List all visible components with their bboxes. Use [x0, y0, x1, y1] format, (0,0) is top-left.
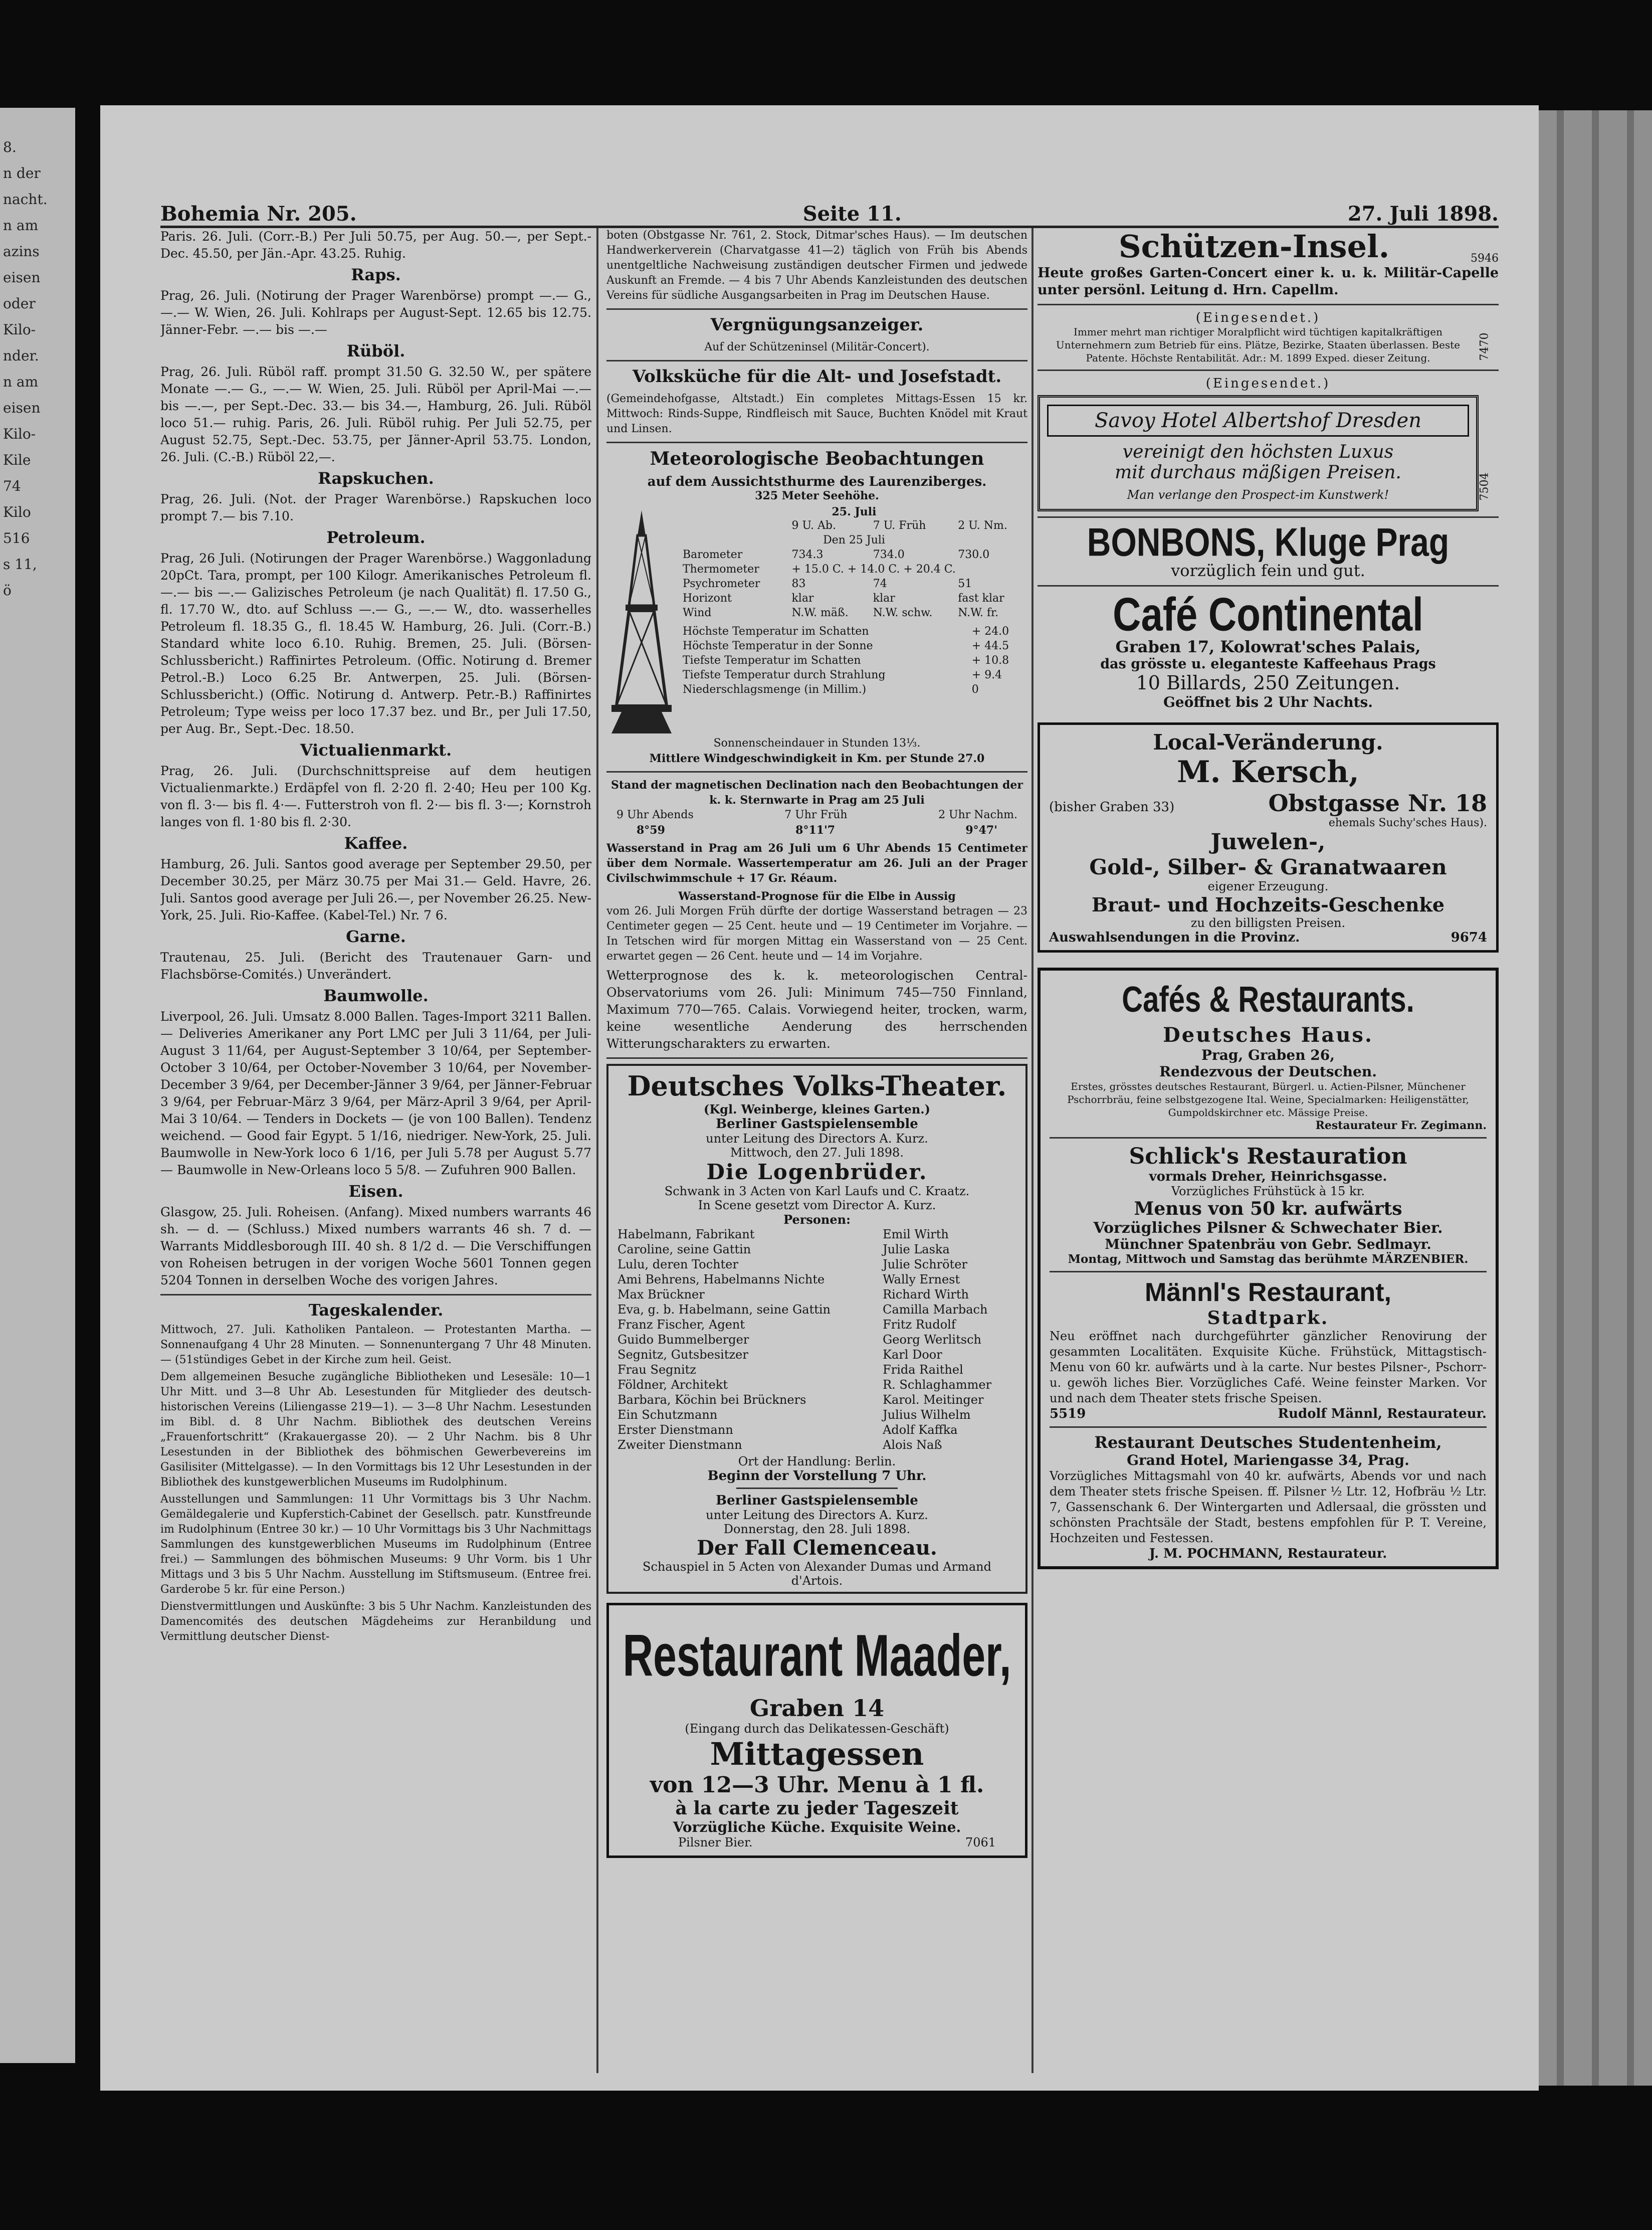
savoy-line: mit durchaus mäßigen Preisen. — [1115, 462, 1401, 483]
market-category: Eisen. — [348, 1182, 403, 1201]
play-location: Ort der Handlung: Berlin. — [738, 1454, 896, 1468]
newspaper-page — [100, 105, 1539, 2091]
meteo-cell: N.W. mäß. — [791, 607, 849, 619]
maader-address: Graben 14 — [749, 1695, 885, 1722]
cast-row — [615, 1287, 1018, 1302]
declination-text: Stand der magnetischen Declination nach den Beobachtungen der k. k. Sternwarte in Prag am 25 Juli — [611, 779, 1023, 807]
continental-address: Graben 17, Kolowrat'sches Palais, — [1115, 637, 1421, 656]
cast-row — [615, 1257, 1018, 1272]
cast-role: Földner, Architekt — [617, 1378, 728, 1392]
market-report: Prag, 26. Juli. (Notirung der Prager Warenbörse) prompt —.— G., —.— W. Wien, 26. Juli. Kohlraps per August-Sept. 12.65 bis 12.75. Jänner-Febr. —.— bis —.— — [160, 288, 591, 337]
cast-actor: Karl Door — [883, 1348, 942, 1362]
cast-row — [615, 1242, 1018, 1257]
column-markets — [160, 228, 591, 2083]
adjacent-text-fragment: Kilo — [3, 504, 31, 520]
adjacent-text-fragment: Kilo- — [3, 426, 36, 442]
cast-actor: Emil Wirth — [883, 1227, 949, 1241]
market-category: Garne. — [346, 927, 406, 946]
extreme-label: Tiefste Temperatur im Schatten — [683, 654, 861, 667]
extreme-value: + 44.5 — [971, 640, 1009, 652]
tower-illustration — [606, 505, 677, 736]
cast-role: Ein Schutzmann — [617, 1408, 718, 1422]
eingesendet-ad — [1038, 310, 1499, 364]
meteo-cell: 83 — [791, 578, 806, 590]
cast-role: Segnitz, Gutsbesitzer — [617, 1348, 748, 1362]
market-report: Prag, 26. Juli. (Not. der Prager Warenbörse.) Rapskuchen loco prompt 7.— bis 7.10. — [160, 492, 591, 523]
column-advertisements — [1038, 228, 1499, 2083]
cast-actor: Julie Schröter — [883, 1257, 967, 1271]
adjacent-text-fragment: Kilo- — [3, 321, 36, 338]
cast-list — [615, 1227, 1018, 1452]
kersch-new-address: Obstgasse Nr. 18 — [1268, 790, 1487, 817]
maader-beer: Pilsner Bier. — [678, 1835, 753, 1849]
declination-values — [606, 823, 1027, 838]
kalender-entry: Ausstellungen und Sammlungen: 11 Uhr Vormittags bis 3 Uhr Nachm. Gemäldegalerie und Kupferstich-Cabinet der Gesellsch. patr. Kunstfreunde im Rudolphinum (Entree 30 kr.) — 10 Uhr Vormittags bis 3 Uhr Nachmittags Sammlungen des kunstgewerblichen Museums im Rudolphinum (Entree frei.) — Sammlungen des böhmischen Museums: 9 Uhr Vorm. bis 1 Uhr Mittags und 3 bis 5 Uhr Nachm. Ausstellung im Stiftsmuseum. (Entree frei. Garderobe 5 kr. für eine Person.) — [160, 1493, 591, 1596]
cast-row — [615, 1347, 1018, 1362]
meteo-title: Meteorologische Beobachtungen — [650, 448, 984, 469]
maader-time: von 12—3 Uhr. Menu à 1 fl. — [650, 1772, 984, 1798]
decl-col: 7 Uhr Früh — [784, 809, 848, 821]
schlick-title: Schlick's Restauration — [1129, 1144, 1407, 1169]
adjacent-text-fragment: eisen — [3, 400, 41, 416]
kersch-title: Local-Veränderung. — [1153, 730, 1383, 755]
cast-actor: Julius Wilhelm — [883, 1408, 971, 1422]
maader-number: 7061 — [965, 1835, 996, 1849]
cast-role: Ami Behrens, Habelmanns Nichte — [617, 1272, 825, 1286]
wetter-text: Wetterprognose des k. k. meteorologischen Central-Observatoriums vom 26. Juli: Minimum 745—750 Finnland, Maximum 770—765. Calais. Vorwiegend heiter, trocken, warm, keine wesentliche Aenderung des herrschenden Witterungscharakters zu erwarten. — [606, 968, 1027, 1051]
extreme-label: Höchste Temperatur im Schatten — [683, 625, 869, 638]
kalender-list — [160, 1323, 591, 1644]
cast-actor: R. Schlaghammer — [883, 1378, 992, 1392]
adjacent-text-fragment: Kile — [3, 452, 31, 468]
decl-col: 9 Uhr Abends — [616, 809, 694, 821]
continental-line: 10 Billards, 250 Zeitungen. — [1136, 672, 1400, 694]
cast-actor: Richard Wirth — [883, 1287, 969, 1302]
play-title: Der Fall Clemenceau. — [697, 1536, 937, 1560]
header-date: 27. Juli 1898. — [1347, 202, 1499, 226]
decl-value: 9°47' — [965, 824, 997, 837]
cast-role: Caroline, seine Gattin — [617, 1242, 751, 1256]
adjacent-text-fragment: s 11, — [3, 556, 37, 573]
maennl-text: Neu eröffnet nach durchgeführter gänzlicher Renovirung der gesammten Localitäten. Exquisite Küche. Frühstück, Mittagstisch-Menu von 60 kr. aufwärts und à la carte. Nur bestes Pilsner-, Pschorr- u. gewöh liches Bier. Vorzügliches Café. Weine feinster Marken. Vor und nach dem Theater stets frische Speisen. — [1050, 1329, 1487, 1405]
maader-kitchen: Vorzügliche Küche. Exquisite Weine. — [673, 1819, 961, 1835]
continental-line: Geöffnet bis 2 Uhr Nachts. — [1163, 694, 1373, 710]
cast-row — [615, 1317, 1018, 1332]
cast-role: Franz Fischer, Agent — [617, 1318, 745, 1332]
maader-entry: (Eingang durch das Delikatessen-Geschäft) — [685, 1722, 949, 1736]
cast-role: Barbara, Köchin bei Brückners — [617, 1393, 806, 1407]
schlick-line: Vorzügliches Frühstück à 15 kr. — [1171, 1184, 1365, 1198]
adjacent-text-fragment: n am — [3, 217, 39, 234]
kersch-ad — [1038, 722, 1499, 953]
studentenheim-address: Grand Hotel, Mariengasse 34, Prag. — [1127, 1452, 1409, 1468]
adjacent-text-fragment: 74 — [3, 478, 21, 494]
adjacent-text-fragment: nacht. — [3, 191, 48, 208]
meteo-cell: klar — [791, 592, 814, 605]
market-category: Victualienmarkt. — [300, 740, 452, 760]
continental-line: das grösste u. eleganteste Kaffeehaus Prags — [1100, 656, 1436, 672]
schuetzen-title: Schützen-Insel. — [1118, 228, 1390, 265]
market-category: Petroleum. — [326, 528, 426, 547]
savoy-line: vereinigt den höchsten Luxus — [1122, 442, 1394, 462]
meteo-date: 25. Juli — [832, 505, 877, 518]
theater-ad — [606, 1064, 1027, 1594]
cast-role: Guido Bummelberger — [617, 1333, 749, 1347]
meteo-cell: 730.0 — [958, 548, 990, 561]
declination-headers — [606, 808, 1027, 823]
schlick-line: Münchner Spatenbräu von Gebr. Sedlmayr. — [1105, 1237, 1431, 1252]
meteo-cell: 734.3 — [791, 548, 823, 561]
kalender-entry: Mittwoch, 27. Juli. Katholiken Pantaleon. — Protestanten Martha. — Sonnenaufgang 4 Uhr 28 Minuten. — Sonnenuntergang 7 Uhr 48 Minuten. — (51stündiges Gebet in der Kirche zum heil. Geist. — [160, 1324, 591, 1366]
adjacent-text-fragment: eisen — [3, 269, 41, 286]
meteo-row-label: Psychrometer — [683, 578, 760, 590]
meteo-cell: N.W. schw. — [873, 607, 933, 619]
maennl-owner: Rudolf Männl, Restaurateur. — [1278, 1406, 1487, 1421]
eingesendet-heading: (Eingesendet.) — [1195, 310, 1321, 325]
schuetzen-text: Heute großes Garten-Concert einer k. u. k. Militär-Capelle unter persönl. Leitung d. Hrn. Capellm. — [1038, 265, 1499, 298]
market-report: Prag, 26 Juli. (Notirungen der Prager Warenbörse.) Waggonladung 20pCt. Tara, prompt, per 100 Kilogr. Amerikanisches Petroleum fl. —.— bis —.— Galizisches Petroleum (je nach Qualität) fl. 17.50 G., fl. 17.70 W., dto. auf Schluss —.— G., —.— W., dto. wasserhelles Petroleum fl. 18.35 G., fl. 18.45 W. Hamburg, 26. Juli. (Corr.-B.) Standard white loco 6.10. Ruhig. Bremen, 25. Juli. (Börsen-Schlussbericht.) Raffinirtes Petroleum. (Offic. Notirung d. Bremer Petrol.-B.) Loco 6.25 Br. Antwerpen, 25. Juli. (Börsen-Schlussbericht.) (Offic. Notirung d. Antwerp. Petr.-B.) Raffinirtes Petroleum; Type weiss per loco 17.37 bez. und Br., per Juli 17.50, per Aug. Br., Sept.-Dec. 18.50. — [160, 551, 591, 736]
adjacent-text-fragment: oder — [3, 295, 36, 312]
cafes-title: Cafés & Restaurants. — [1122, 979, 1414, 1020]
maader-ad — [606, 1603, 1027, 1858]
meteo-subtitle: auf dem Aussichtsthurme des Laurenziberges. — [647, 474, 987, 489]
meteo-height: 325 Meter Seehöhe. — [755, 489, 879, 502]
market-category: Raps. — [351, 265, 401, 284]
vergnuegung-title: Vergnügungsanzeiger. — [710, 315, 924, 335]
cast-role: Frau Segnitz — [617, 1363, 696, 1377]
cast-row — [615, 1302, 1018, 1317]
volkskueche-text: (Gemeindehofgasse, Altstadt.) Ein completes Mittags-Essen 15 kr. Mittwoch: Rinds-Suppe, Rindfleisch mit Sauce, Buchten Knödel mit Kraut und Linsen. — [606, 393, 1027, 435]
prognose-title: Wasserstand-Prognose für die Elbe in Aussig — [678, 890, 956, 903]
cast-row — [615, 1272, 1018, 1287]
maennl-subtitle: Stadtpark. — [1207, 1308, 1329, 1329]
meteo-cell: N.W. fr. — [958, 607, 999, 619]
adjacent-text-fragment: n am — [3, 374, 39, 390]
savoy-line: Man verlange den Prospect-im Kunstwerk! — [1127, 488, 1389, 502]
extreme-value: + 24.0 — [971, 625, 1009, 638]
extreme-label: Tiefste Temperatur durch Strahlung — [683, 669, 886, 681]
page-edges — [1537, 110, 1652, 2086]
cast-role: Eva, g. b. Habelmann, seine Gattin — [617, 1303, 831, 1317]
theater-leitung: unter Leitung des Directors A. Kurz. — [706, 1132, 928, 1146]
market-reports — [160, 228, 591, 1289]
deutsches-haus-subtitle: Rendezvous der Deutschen. — [1159, 1063, 1377, 1080]
market-report: Hamburg, 26. Juli. Santos good average per September 29.50, per December 30.25, per März 30.75 per Mai 31.— Geld. Havre, 26. Juli. Santos good average per Juli 26.—, per November 26.25. New-York, 25. Juli. Rio-Kaffee. (Kabel-Tel.) Nr. 7 6. — [160, 857, 591, 922]
persons-heading: Personen: — [783, 1212, 851, 1227]
eingesendet-text: Immer mehrt man richtiger Moralpflicht wird tüchtigen kapitalkräftigen Unternehmern zum Betrieb für eins. Plätze, Bezirke, Staaten überlassen. Beste Patente. Höchste Rentabilität. Adr.: M. 1899 Exped. dieser Zeitung. — [1056, 326, 1461, 364]
kersch-line: eigener Erzeugung. — [1207, 879, 1329, 893]
adjacent-text-fragment: nder. — [3, 347, 39, 364]
maader-lunch: Mittagessen — [710, 1736, 924, 1772]
adjacent-page-strip — [0, 108, 75, 2063]
continental-title: Café Continental — [1113, 588, 1423, 641]
meteo-col-header: 7 U. Früh — [873, 519, 926, 532]
meteo-cell: fast klar — [958, 592, 1004, 605]
adjacent-text-fragment: 8. — [3, 139, 17, 155]
decl-col: 2 Uhr Nachm. — [938, 809, 1017, 821]
cast-row — [615, 1422, 1018, 1437]
maennl-title: Männl's Restaurant, — [1144, 1278, 1392, 1307]
decl-value: 8°11'7 — [795, 824, 836, 837]
meteo-row-label: Thermometer — [683, 563, 759, 576]
wasserstand-text: Wasserstand in Prag am 26 Juli um 6 Uhr Abends 15 Centimeter über dem Normale. Wassertemperatur am 26. Juli an der Prager Civilschwimmschule + 17 Gr. Réaum. — [606, 842, 1027, 885]
adjacent-text-fragment: 516 — [3, 530, 30, 546]
kersch-line: Braut- und Hochzeits-Geschenke — [1091, 893, 1445, 916]
cast-row — [615, 1377, 1018, 1392]
cast-role: Lulu, deren Tochter — [617, 1257, 738, 1271]
theater-date: Mittwoch, den 27. Juli 1898. — [730, 1146, 904, 1160]
cast-actor: Fritz Rudolf — [883, 1318, 956, 1332]
theater-date: Donnerstag, den 28. Juli 1898. — [723, 1522, 911, 1536]
bonbons-ad — [1038, 519, 1499, 580]
cast-row — [615, 1227, 1018, 1242]
extreme-label: Niederschlagsmenge (in Millim.) — [683, 683, 867, 696]
kalender-entry: Dem allgemeinen Besuche zugängliche Bibliotheken und Lesesäle: 10—1 Uhr Mitt. und 3—8 Uhr Ab. Lesestunden für Mitglieder des deutsch-historischen Vereins (Liliengasse 219—1). — 3—8 Uhr Nachm. Lesestunden im Bibl. d. 8 Uhr Nachm. Bibliothek des deutschen Vereins „Frauenfortschritt“ (Krakauergasse 20). — 2 Uhr Nachm. bis 8 Uhr Lesestunden in der Bibliothek des böhmischen Gewerbevereins im Gasilisiter (Mittelgasse). — In den Vormittags bis 12 Uhr Lesestunden in der Bibliothek des kunstgewerblichen Museums im Rudolphinum. — [160, 1371, 591, 1489]
eingesendet-heading: (Eingesendet.) — [1205, 376, 1331, 391]
theater-ensemble: Berliner Gastspielensemble — [716, 1117, 918, 1132]
adjacent-text-fragment: ö — [3, 582, 12, 599]
market-report: Paris. 26. Juli. (Corr.-B.) Per Juli 50.75, per Aug. 50.—, per Sept.-Dec. 45.50, per Jän.-Apr. 43.25. Ruhig. — [160, 229, 591, 261]
cast-actor: Georg Werlitsch — [883, 1333, 981, 1347]
cast-role: Erster Dienstmann — [617, 1423, 733, 1437]
cast-row — [615, 1437, 1018, 1452]
kersch-new-address-sub: ehemals Suchy'sches Haus). — [1328, 817, 1487, 829]
volkskueche-title: Volksküche für die Alt- und Josefstadt. — [632, 366, 1002, 387]
adjacent-text-fragment: n der — [3, 165, 41, 181]
deutsches-haus-owner: Restaurateur Fr. Zegimann. — [1315, 1119, 1487, 1132]
market-report: Glasgow, 25. Juli. Roheisen. (Anfang). Mixed numbers warrants 46 sh. — d. — (Schluss.) Mixed numbers warrants 46 sh. 7 d. — Warrants Middlesborough III. 40 sh. 8 1/2 d. — Die Verschiffungen von Roheisen betrugen in der vorigen Woche 5601 Tonnen gegen 5204 Tonnen in derselben Woche des vorigen Jahres. — [160, 1205, 591, 1287]
market-report: Prag, 26. Juli. Rüböl raff. prompt 31.50 G. 32.50 W., per spätere Monate —.— G., —.— W. Wien, 25. Juli. Rüböl per April-Mai —.— bis —.—, per Sept.-Dec. 33.— bis 34.—, Hamburg, 26. Juli. Rüböl loco 51.— ruhig. Paris, 26. Juli. Rüböl ruhig. Per Juli 52.75, per August 52.75, Sept.-Dec. 53.75, per Jänner-April 53.75. London, 26. Juli. (C.-B.) Rüböl 22,—. — [160, 364, 591, 464]
cast-actor: Frida Raithel — [883, 1363, 963, 1377]
cast-role: Habelmann, Fabrikant — [617, 1227, 755, 1241]
savoy-number: 7504 — [1478, 472, 1491, 501]
studentenheim-text: Vorzügliches Mittagsmahl von 40 kr. aufwärts, Abends vor und nach dem Theater stets frische Speisen. ff. Pilsner ½ Ltr. 12, Hofbräu ½ Ltr. 7, Gassenschank 6. Der Wintergarten und Adlersaal, die grössten und schönsten Prachtsäle der Stadt, bestens empfohlen für P. T. Vereine, Hochzeiten und Festessen. — [1050, 1469, 1487, 1545]
kalender-entry: Dienstvermittlungen und Auskünfte: 3 bis 5 Uhr Nachm. Kanzleistunden des Damencomités des deutschen Mägdeheims zur Heranbildung und Vermittlung deutscher Dienst- — [160, 1600, 591, 1643]
eingesendet-number: 7470 — [1478, 332, 1491, 361]
savoy-name: Savoy Hotel Albertshof Dresden — [1047, 405, 1469, 437]
extreme-label: Höchste Temperatur in der Sonne — [683, 640, 873, 652]
column-notices — [606, 228, 1027, 2083]
header-page-number: Seite 11. — [802, 202, 902, 226]
market-category: Rüböl. — [346, 341, 405, 360]
maader-title: Restaurant Maader, — [623, 1622, 1011, 1689]
schuetzen-number: 5946 — [1471, 252, 1499, 265]
meteo-date2: Den 25 Juli — [823, 534, 885, 546]
kersch-number: 9674 — [1451, 930, 1487, 945]
extreme-value: 0 — [971, 683, 979, 696]
meteo-col-header: 9 U. Ab. — [791, 519, 836, 532]
decl-value: 8°59 — [637, 824, 665, 837]
meteo-block — [606, 505, 1027, 736]
deutsches-haus-title: Deutsches Haus. — [1163, 1023, 1373, 1047]
market-report: Prag, 26. Juli. (Durchschnittspreise auf dem heutigen Victualienmarkte.) Erdäpfel von fl. 2·20 fl. 2·40; Heu per 100 Kg. von fl. 3·— bis fl. 4·—. Futterstroh von fl. 2·— bis fl. 3·—; Kornstroh langes von fl. 1·80 bis fl. 2·30. — [160, 764, 591, 829]
kersch-line: Juwelen-, — [1210, 829, 1326, 855]
deutsches-haus-text: Erstes, grösstes deutsches Restaurant, Bürgerl. u. Actien-Pilsner, Münchener Pschorrbräu, feine selbstgezogene Ital. Weine, Specialmarken: Heiligenstätter, Gumpoldskirchner etc. Mässige Preise. — [1067, 1080, 1469, 1119]
meteo-cell: + 15.0 C. + 14.0 C. + 20.4 C. — [791, 563, 956, 576]
play-start: Beginn der Vorstellung 7 Uhr. — [707, 1468, 927, 1483]
cast-role: Max Brückner — [617, 1287, 705, 1302]
meteo-extremes — [681, 624, 1027, 697]
theater-subtitle: (Kgl. Weinberge, kleines Garten.) — [703, 1102, 931, 1117]
continental-ad — [1038, 588, 1499, 710]
bonbons-title: BONBONS, Kluge Prag — [1087, 519, 1450, 565]
studentenheim-title: Restaurant Deutsches Studentenheim, — [1094, 1433, 1442, 1452]
maader-carte: à la carte zu jeder Tageszeit — [675, 1798, 959, 1819]
kalender-title: Tageskalender. — [308, 1300, 444, 1320]
schlick-line: Montag, Mittwoch und Samstag das berühmte MÄRZENBIER. — [1068, 1252, 1469, 1266]
maader-footer — [618, 1835, 1016, 1849]
vergnuegung-text: Auf der Schützeninsel (Militär-Concert). — [704, 341, 930, 353]
theater-title: Deutsches Volks-Theater. — [627, 1070, 1007, 1102]
extreme-value: + 10.8 — [971, 654, 1009, 667]
adjacent-text-fragment: azins — [3, 243, 40, 260]
cast-row — [615, 1332, 1018, 1347]
meteo-row-label: Horizont — [683, 592, 732, 605]
savoy-ad — [1038, 395, 1499, 511]
maennl-number: 5519 — [1050, 1406, 1086, 1421]
market-category: Rapskuchen. — [318, 469, 434, 488]
meteo-col-header: 2 U. Nm. — [958, 519, 1007, 532]
schlick-line: Vorzügliches Pilsner & Schwechater Bier. — [1093, 1219, 1443, 1237]
cast-row — [615, 1392, 1018, 1407]
sunshine-text: Sonnenscheindauer in Stunden 13⅓. — [713, 737, 921, 750]
schlick-previous: vormals Dreher, Heinrichsgasse. — [1149, 1169, 1387, 1184]
meteo-cell: 734.0 — [873, 548, 905, 561]
kersch-name: M. Kersch, — [1177, 755, 1359, 790]
cast-actor: Karol. Meitinger — [883, 1393, 984, 1407]
play-regie: In Scene gesetzt vom Director A. Kurz. — [698, 1198, 936, 1212]
kersch-line: zu den billigsten Preisen. — [1190, 916, 1346, 930]
meteo-cell: 51 — [958, 578, 972, 590]
kersch-previous: (bisher Graben 33) — [1049, 800, 1175, 815]
market-category: Baumwolle. — [323, 986, 429, 1005]
schuetzen-ad — [1038, 228, 1499, 299]
cast-actor: Wally Ernest — [883, 1272, 960, 1286]
bonbons-subtitle: vorzüglich fein und gut. — [1171, 561, 1365, 580]
market-report: Liverpool, 26. Juli. Umsatz 8.000 Ballen. Tages-Import 3211 Ballen. — Deliveries Amerikaner any Port LMC per Juli 3 11/64, per Juli-August 3 11/64, per August-September 3 10/64, per September-October 3 10/64, per October-November 3 10/64, per November-December 3 9/64, per December-Jänner 3 9/64, per Jänner-Februar 3 9/64, per Februar-März 3 9/64, per März-April 3 9/64, per April-Mai 3 10/64. — Tenders in Dockets — (je von 100 Ballen). Tendenz weichend. — Good fair Egypt. 5 1/16, niedriger. New-York, 25. Juli. Baumwolle in New-York loco 6 1/16, per Juli 5.78 per August 5.77 — Baumwolle in New-Orleans loco 5 5/8. — Zufuhren 900 Ballen. — [160, 1009, 591, 1177]
schlick-line: Menus von 50 kr. aufwärts — [1134, 1198, 1402, 1219]
header-title: Bohemia Nr. 205. — [160, 202, 357, 226]
meteo-cell: 74 — [873, 578, 887, 590]
column-rule — [596, 228, 598, 2073]
column-rule — [1031, 228, 1034, 2073]
cast-role: Zweiter Dienstmann — [617, 1438, 742, 1452]
theater-leitung: unter Leitung des Directors A. Kurz. — [706, 1508, 928, 1522]
deutsches-haus-address: Prag, Graben 26, — [1201, 1047, 1335, 1063]
cast-actor: Alois Naß — [883, 1438, 942, 1452]
play-description: Schauspiel in 5 Acten von Alexander Dumas und Armand d'Artois. — [643, 1560, 991, 1588]
kersch-line: Gold-, Silber- & Granatwaaren — [1089, 855, 1447, 879]
prognose-text: vom 26. Juli Morgen Früh dürfte der dortige Wasserstand betragen — 23 Centimeter gegen — 25 Cent. heute und — 19 Centimeter im Vorjahre. — In Tetschen wird für morgen Mittag ein Wasserstand von — 25 Cent. erwartet gegen — 26 Cent. heute und — 14 im Vorjahre. — [606, 905, 1027, 963]
market-report: Trautenau, 25. Juli. (Bericht des Trautenauer Garn- und Flachsbörse-Comités.) Unverändert. — [160, 950, 591, 982]
meteo-cell: klar — [873, 592, 895, 605]
kersch-line: Auswahlsendungen in die Provinz. — [1049, 930, 1300, 945]
meteo-row-label: Wind — [683, 607, 712, 619]
play-title: Die Logenbrüder. — [706, 1160, 928, 1184]
studentenheim-owner: J. M. POCHMANN, Restaurateur. — [1149, 1546, 1387, 1561]
market-category: Kaffee. — [344, 834, 408, 853]
page-header — [160, 191, 1499, 228]
extreme-value: + 9.4 — [971, 669, 1002, 681]
play-description: Schwank in 3 Acten von Karl Laufs und C. Kraatz. — [664, 1184, 970, 1198]
meteo-row-label: Barometer — [683, 548, 743, 561]
cast-actor: Adolf Kaffka — [883, 1423, 958, 1437]
notice-text: boten (Obstgasse Nr. 761, 2. Stock, Ditmar'sches Haus). — Im deutschen Handwerkerverein (Charvatgasse 41—2) täglich von Früh bis Abends unentgeltliche Nachweisung zuständigen deutscher Firmen und jedwede Auskunft an Fremde. — 4 bis 7 Uhr Abends Kanzleistunden des deutschen Vereins für südliche Ausgangsarbeiten in Prag im Deutschen Hause. — [606, 229, 1027, 302]
cast-row — [615, 1407, 1018, 1422]
cast-actor: Julie Laska — [883, 1242, 950, 1256]
cafes-restaurants-ad — [1038, 968, 1499, 1569]
cast-actor: Camilla Marbach — [883, 1303, 988, 1317]
theater-ensemble: Berliner Gastspielensemble — [716, 1493, 918, 1508]
wind-speed-text: Mittlere Windgeschwindigkeit in Km. per Stunde 27.0 — [649, 752, 985, 765]
meteo-table — [681, 518, 1027, 620]
cast-row — [615, 1362, 1018, 1377]
